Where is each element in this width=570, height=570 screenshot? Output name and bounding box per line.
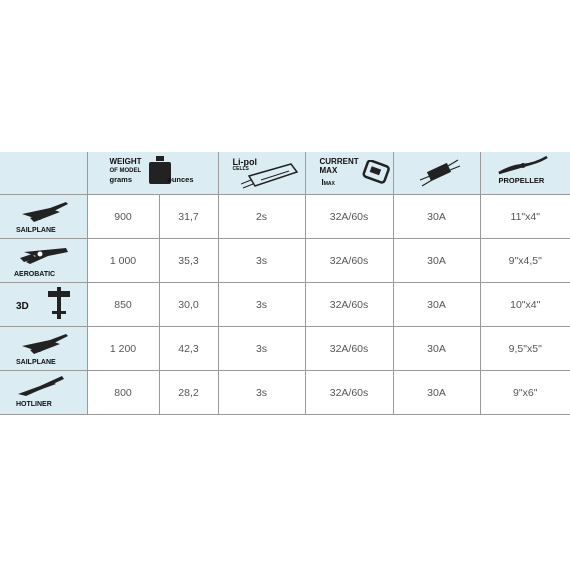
header-empty-cell — [0, 152, 87, 195]
esc-cell: 30A — [393, 239, 480, 283]
esc-cell: 30A — [393, 327, 480, 371]
grams-cell: 900 — [87, 195, 159, 239]
current-cell: 32A/60s — [305, 195, 393, 239]
prop-cell: 10"x4" — [480, 283, 570, 327]
grams-cell: 1 000 — [87, 239, 159, 283]
header-esc — [393, 152, 480, 195]
grams-cell: 1 200 — [87, 327, 159, 371]
esc-icon — [418, 158, 462, 188]
prop-cell: 9,5"x5" — [480, 327, 570, 371]
header-weight — [87, 152, 218, 195]
header-current — [305, 152, 393, 195]
spec-table — [0, 152, 570, 415]
cells-cell: 3s — [218, 371, 305, 415]
header-row — [0, 152, 570, 195]
current-cell: 32A/60s — [305, 371, 393, 415]
ounces-cell: 31,7 — [159, 195, 218, 239]
current-cell: 32A/60s — [305, 327, 393, 371]
current-cell: 32A/60s — [305, 239, 393, 283]
3d-plane-icon — [44, 287, 74, 321]
lipo-label: Li-pol — [232, 157, 257, 167]
table-row — [0, 283, 570, 327]
esc-cell: 30A — [393, 283, 480, 327]
grams-label: grams — [109, 175, 133, 184]
cells-cell: 3s — [218, 239, 305, 283]
weight-title: WEIGHT — [109, 157, 142, 166]
esc-cell: 30A — [393, 371, 480, 415]
prop-cell: 9"x6" — [480, 371, 570, 415]
ounces-cell: 35,3 — [159, 239, 218, 283]
cells-cell: 3s — [218, 327, 305, 371]
table-row — [0, 239, 570, 283]
propeller-label: PROPELLER — [498, 176, 545, 185]
propeller-icon — [495, 154, 551, 176]
table-row — [0, 195, 570, 239]
plane-cell — [0, 327, 87, 371]
sailplane-icon — [20, 198, 70, 226]
sailplane-icon — [20, 330, 70, 358]
aerobatic-plane-icon — [18, 242, 72, 268]
prop-cell: 9"x4,5" — [480, 239, 570, 283]
imax-label — [322, 179, 335, 187]
plane-type-label: SAILPLANE — [16, 359, 56, 366]
plane-type-label: HOTLINER — [16, 401, 52, 408]
cells-cell: 3s — [218, 283, 305, 327]
table-row — [0, 327, 570, 371]
esc-cell: 30A — [393, 195, 480, 239]
plane-type-label: 3D — [16, 301, 29, 312]
imax-sub: MAX — [323, 181, 335, 187]
ounces-cell: 28,2 — [159, 371, 218, 415]
plane-cell — [0, 371, 87, 415]
plane-cell — [0, 239, 87, 283]
weight-subtitle: OF MODEL — [109, 168, 142, 174]
hotliner-icon — [14, 374, 68, 400]
ounces-cell: 30,0 — [159, 283, 218, 327]
cells-label: CELLS — [232, 166, 249, 172]
plane-type-label: SAILPLANE — [16, 227, 56, 234]
imax-i: I — [321, 178, 324, 187]
ounces-label: ounces — [167, 175, 194, 184]
table-row — [0, 371, 570, 415]
current-label: CURRENT MAX — [319, 157, 359, 175]
plane-cell — [0, 283, 87, 327]
current-cell: 32A/60s — [305, 283, 393, 327]
meter-icon — [362, 160, 390, 184]
prop-cell: 11"x4" — [480, 195, 570, 239]
grams-cell: 850 — [87, 283, 159, 327]
cells-cell: 2s — [218, 195, 305, 239]
plane-cell — [0, 195, 87, 239]
ounces-cell: 42,3 — [159, 327, 218, 371]
grams-cell: 800 — [87, 371, 159, 415]
plane-type-label: AEROBATIC — [14, 271, 56, 278]
header-lipo — [218, 152, 305, 195]
header-propeller — [480, 152, 570, 195]
battery-icon — [241, 162, 301, 190]
